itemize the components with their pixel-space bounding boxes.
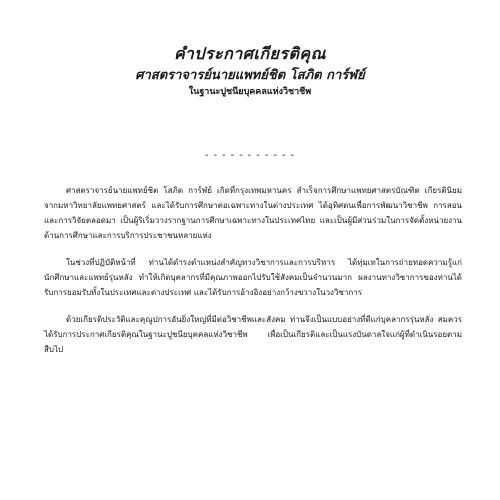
honoree-name: ศาสตราจารย์นายแพทย์ชิต โสภิต การ์ฬย์ — [135, 68, 365, 83]
document-body — [44, 183, 462, 369]
body-paragraph: ด้วยเกียรติประวัติและคุณูปการอันยิ่งใหญ่ที่มีต่อวิชาชีพและสังคม ท่านจึงเป็นแบบอย่างที่ดีแก่บุคลากรรุ่นหลัง สมควรได้รับการประกาศเกียรติคุณในฐานะปูชนียบุคคลแห่งวิชาชีพ เพื่อเป็นเกียรติและเป็นแรงบันดาลใจแก่ผู้ที่ดำเนินรอยตามสืบไป — [44, 315, 462, 354]
honor-designation: ในฐานะปูชนียบุคคลแห่งวิชาชีพ — [188, 87, 312, 97]
body-paragraph: ในช่วงที่ปฏิบัติหน้าที่ ท่านได้ดำรงตำแหน่งสำคัญทางวิชาการและการบริหาร ได้ทุ่มเทในการถ่ายทอดความรู้แก่นักศึกษาและแพทย์รุ่นหลัง ทำให้เกิดบุคลากรที่มีคุณภาพออกไปรับใช้สังคมเป็นจำนวนมาก ผลงานทางวิชาการของท่านได้รับการยอมรับทั้งในประเทศและต่างประเทศ และได้รับการอ้างอิงอย่างกว้างขวางในวงวิชาการ — [44, 258, 462, 297]
section-divider: - - - - - - - - - - - — [205, 150, 295, 161]
body-paragraph: ศาสตราจารย์นายแพทย์ชิต โสภิต การ์ฬย์ เกิดที่กรุงเทพมหานคร สำเร็จการศึกษาแพทยศาสตรบัณฑิต เกียรตินิยม จากมหาวิทยาลัยแพทยศาสตร์ และได้รับการศึกษาต่อเฉพาะทางในต่างประเทศ ได้อุทิศตนเพื่อการพัฒนาวิชาชีพ การสอน และการวิจัยตลอดมา เป็นผู้ริเริ่มวางรากฐานการศึกษาเฉพาะทางในประเทศไทย และเป็นผู้มีส่วนร่วมในการจัดตั้งหน่วยงานด้านการศึกษาและการบริการประชาชนหลายแห่ง — [44, 186, 462, 240]
document-title: คำประกาศเกียรติคุณ — [174, 44, 326, 63]
